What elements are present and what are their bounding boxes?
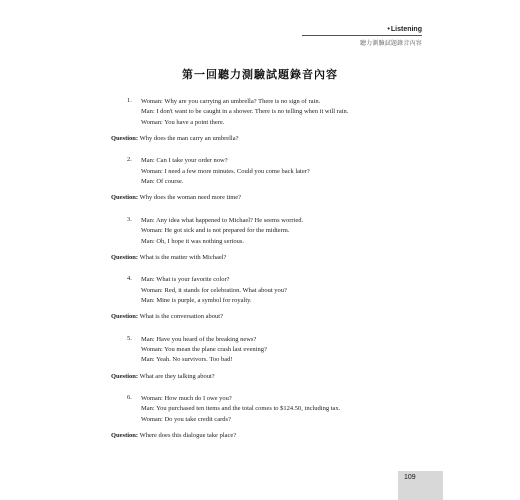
- dialogue-line: Man: Can I take your order now?: [141, 157, 228, 165]
- question-label: Question:: [111, 135, 139, 143]
- dialogue-line: Woman: Do you take credit cards?: [141, 415, 231, 423]
- question-line: [111, 431, 431, 441]
- page-title: 第一回聽力測驗試題錄音內容: [182, 68, 338, 81]
- dialogue-item: [111, 216, 431, 263]
- dialogue-line: Man: You purchased ten items and the total comes to $124.50, including tax.: [141, 405, 341, 413]
- question-line: [111, 134, 431, 144]
- dialogue-line: Woman: You have a point there.: [141, 118, 225, 126]
- dialogue-lines: [111, 97, 431, 128]
- dialogue-lines: [111, 156, 431, 187]
- question-label: Question:: [111, 313, 139, 321]
- item-number: 3.: [127, 215, 132, 223]
- bullet-icon: •: [387, 26, 390, 33]
- header-divider: [302, 35, 422, 36]
- header-subtitle: 聽力測驗試題錄音內容: [359, 40, 422, 47]
- dialogue-item: [111, 156, 431, 203]
- item-number: 5.: [127, 334, 132, 342]
- dialogue-line: Man: Oh, I hope it was nothing serious.: [141, 237, 245, 245]
- item-number: 2.: [127, 156, 132, 164]
- question-text: Why does the man carry an umbrella?: [139, 135, 239, 143]
- question-line: [111, 312, 431, 322]
- dialogue-line: Man: What is your favorite color?: [141, 276, 230, 284]
- section-label: [302, 26, 422, 33]
- question-text: Why does the woman need more time?: [139, 194, 242, 202]
- question-label: Question:: [111, 432, 139, 440]
- dialogue-line: Man: Of course.: [141, 178, 184, 186]
- question-line: [111, 372, 431, 382]
- dialogue-item: [111, 275, 431, 322]
- dialogue-line: Woman: Why are you carrying an umbrella? There is no sign of rain.: [141, 98, 321, 105]
- page-number: 109: [404, 474, 416, 481]
- question-label: Question:: [111, 194, 139, 202]
- dialogue-line: Man: Any idea what happened to Michael? He seems worried.: [141, 216, 304, 224]
- dialogue-lines: [111, 275, 431, 306]
- item-number: 4.: [127, 275, 132, 283]
- question-text: Where does this dialogue take place?: [139, 432, 237, 440]
- dialogue-item: [111, 335, 431, 382]
- question-label: Question:: [111, 253, 139, 261]
- question-text: What are they talking about?: [139, 372, 215, 380]
- dialogue-line: Woman: He got sick and is not prepared for the midterm.: [141, 227, 290, 235]
- dialogue-lines: [111, 216, 431, 247]
- page-header: [302, 26, 422, 47]
- dialogue-line: Woman: How much do I owe you?: [141, 395, 232, 403]
- page-number-box: [398, 471, 443, 500]
- dialogue-line: Man: Have you heard of the breaking news?: [141, 335, 257, 343]
- dialogue-line: Woman: You mean the plane crash last evening?: [141, 346, 267, 354]
- dialogue-line: Man: Yeah. No survivors. Too bad!: [141, 356, 233, 364]
- question-line: [111, 193, 431, 203]
- dialogue-item: [111, 394, 431, 441]
- dialogue-line: Man: Mine is purple, a symbol for royalty.: [141, 297, 252, 305]
- dialogue-line: Woman: Red, it stands for celebration. What about you?: [141, 286, 287, 294]
- dialogue-list: [111, 97, 431, 453]
- dialogue-lines: [111, 335, 431, 366]
- question-text: What is the matter with Michael?: [139, 253, 227, 261]
- question-text: What is the conversation about?: [139, 313, 223, 321]
- dialogue-lines: [111, 394, 431, 425]
- item-number: 1.: [127, 97, 132, 104]
- dialogue-line: Man: I don't want to be caught in a shower. There is no telling when it will rain.: [141, 108, 349, 116]
- item-number: 6.: [127, 394, 132, 402]
- dialogue-item: [111, 97, 431, 144]
- question-label: Question:: [111, 372, 139, 380]
- question-line: [111, 253, 431, 263]
- section-name: Listening: [390, 26, 422, 33]
- dialogue-line: Woman: I need a few more minutes. Could you come back later?: [141, 167, 310, 175]
